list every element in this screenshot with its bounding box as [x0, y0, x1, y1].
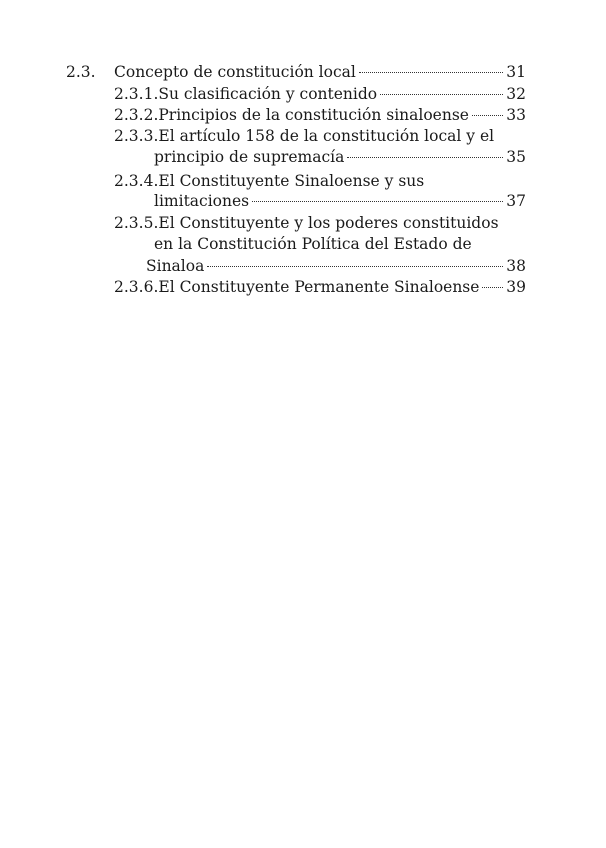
- toc-page-number: 37: [506, 192, 526, 210]
- toc-entry-row-continued: [154, 191, 526, 211]
- toc-entry-number: 2.3.3.: [114, 127, 159, 145]
- toc-entry-title: limitaciones: [154, 192, 250, 210]
- toc-entry-title: principio de supremacía: [154, 148, 345, 166]
- toc-page-number: 33: [506, 106, 526, 124]
- toc-entry-row-continued: [154, 234, 526, 254]
- toc-entry-title: Su clasificación y contenido: [158, 85, 378, 103]
- toc-entry-row: [114, 84, 526, 104]
- toc-page-number: 32: [506, 85, 526, 103]
- dot-leader: [207, 266, 503, 267]
- toc-entry-row: [114, 277, 526, 297]
- dot-leader: [482, 287, 503, 288]
- toc-section-title: Concepto de constitución local: [114, 63, 356, 81]
- toc-entry-number: 2.3.2.: [114, 106, 159, 124]
- toc-entry-title: El Constituyente Permanente Sinaloense: [158, 278, 480, 296]
- toc-entry-number: 2.3.5.: [114, 214, 159, 232]
- dot-leader: [359, 72, 503, 73]
- toc-entry-title: El Constituyente Sinaloense y sus: [158, 172, 425, 190]
- toc-entry-row-continued: [154, 147, 526, 167]
- toc-entry-row-continued: [146, 256, 526, 276]
- toc-page-number: 38: [506, 257, 526, 275]
- toc-entry-row: [114, 105, 526, 125]
- toc-page-number: 35: [506, 148, 526, 166]
- toc-page-number: 31: [506, 63, 526, 81]
- dot-leader: [472, 115, 503, 116]
- toc-entry-title: Sinaloa: [146, 257, 205, 275]
- toc-entry-row: [114, 213, 526, 233]
- toc-entry-title: El artículo 158 de la constitución local y el: [158, 127, 495, 145]
- toc-entry-title: El Constituyente y los poderes constituidos: [158, 214, 499, 232]
- dot-leader: [347, 157, 503, 158]
- toc-entry-title: Principios de la constitución sinaloense: [158, 106, 469, 124]
- toc-entry-number: 2.3.6.: [114, 278, 159, 296]
- toc-entry-number: 2.3.4.: [114, 172, 159, 190]
- toc-entry-row: [114, 126, 526, 146]
- toc-entry-row: [114, 171, 526, 191]
- toc-section-row: [66, 62, 526, 82]
- dot-leader: [380, 94, 503, 95]
- toc-page-number: 39: [506, 278, 526, 296]
- toc-entry-title: en la Constitución Política del Estado de: [154, 235, 472, 253]
- toc-section-number: 2.3.: [66, 63, 96, 81]
- toc-entry-number: 2.3.1.: [114, 85, 159, 103]
- dot-leader: [252, 201, 503, 202]
